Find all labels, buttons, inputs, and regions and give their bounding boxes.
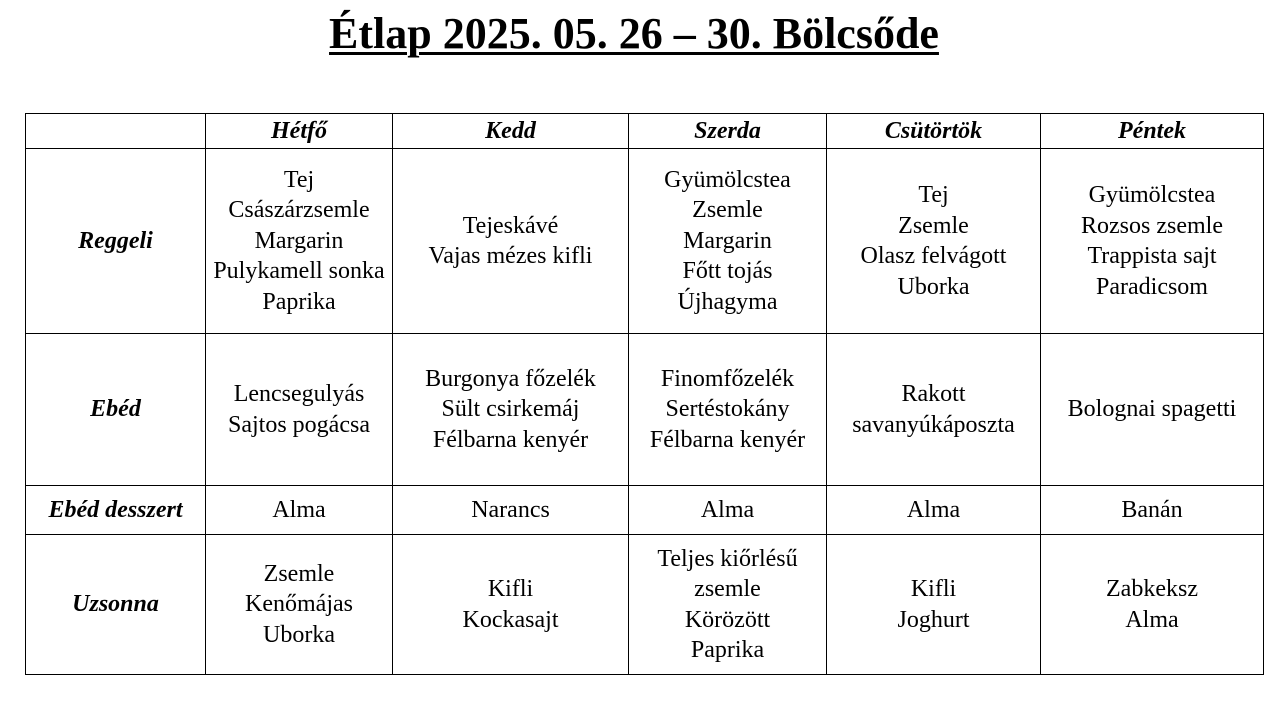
menu-item: Gyümölcstea bbox=[1088, 182, 1216, 208]
menu-item: Rakott savanyúkáposzta bbox=[852, 381, 1015, 438]
menu-cell bbox=[629, 149, 827, 334]
meal-row-uzsonna bbox=[26, 535, 1264, 675]
menu-item: Zsemle bbox=[692, 197, 763, 224]
corner-cell bbox=[26, 114, 206, 149]
menu-item: Burgonya főzelék bbox=[425, 365, 596, 392]
meal-label-ebed-desszert: Ebéd desszert bbox=[26, 486, 206, 535]
menu-cell bbox=[393, 535, 629, 675]
meal-label-reggeli: Reggeli bbox=[26, 149, 206, 334]
day-header-tuesday: Kedd bbox=[393, 114, 629, 149]
menu-item: Alma bbox=[906, 496, 961, 523]
menu-item: Tej bbox=[918, 182, 949, 208]
menu-item: Kockasajt bbox=[462, 606, 559, 633]
menu-cell bbox=[206, 486, 393, 535]
menu-item: Sertéstokány bbox=[665, 396, 790, 423]
menu-cell bbox=[393, 486, 629, 535]
menu-item: Kenőmájas bbox=[245, 591, 353, 618]
menu-item: Bolognai spagetti bbox=[1067, 396, 1237, 423]
menu-item: Főtt tojás bbox=[682, 258, 773, 285]
menu-cell bbox=[827, 486, 1041, 535]
page-title: Étlap 2025. 05. 26 – 30. Bölcsőde bbox=[329, 9, 939, 58]
menu-item: Paprika bbox=[262, 288, 336, 315]
menu-cell bbox=[393, 334, 629, 486]
menu-item: Zabkeksz bbox=[1106, 576, 1198, 602]
menu-item: Lencsegulyás bbox=[233, 381, 365, 407]
menu-item: Kifli bbox=[910, 576, 957, 602]
meal-label-uzsonna: Uzsonna bbox=[26, 535, 206, 675]
menu-cell bbox=[1041, 149, 1264, 334]
menu-cell bbox=[827, 149, 1041, 334]
menu-item: Rozsos zsemle bbox=[1081, 212, 1223, 239]
menu-item: Vajas mézes kifli bbox=[428, 243, 593, 269]
menu-item: Narancs bbox=[471, 496, 550, 523]
menu-item: Kifli bbox=[487, 576, 534, 602]
menu-cell bbox=[1041, 334, 1264, 486]
menu-item: Margarin bbox=[254, 227, 344, 254]
day-header-friday: Péntek bbox=[1041, 114, 1264, 149]
menu-cell bbox=[393, 149, 629, 334]
menu-item: Uborka bbox=[263, 621, 335, 648]
menu-item: Tej bbox=[283, 166, 315, 193]
menu-item: Gyümölcstea bbox=[664, 166, 791, 193]
menu-cell bbox=[827, 535, 1041, 675]
menu-item: Zsemle bbox=[263, 560, 335, 587]
menu-item: Paprika bbox=[690, 637, 765, 663]
menu-item: Zsemle bbox=[898, 212, 969, 239]
menu-item: Pulykamell sonka bbox=[213, 258, 385, 285]
menu-item: Körözött bbox=[684, 606, 771, 633]
menu-item: Császárzsemle bbox=[228, 197, 370, 224]
header-row bbox=[26, 114, 1264, 149]
menu-item: Sült csirkemáj bbox=[441, 396, 580, 423]
menu-item: Finomfőzelék bbox=[660, 365, 795, 392]
menu-item: Alma bbox=[272, 496, 326, 523]
menu-item: Alma bbox=[1125, 606, 1179, 633]
menu-item: Teljes kiőrlésű zsemle bbox=[657, 545, 798, 602]
menu-table bbox=[25, 113, 1264, 675]
menu-item: Újhagyma bbox=[677, 288, 778, 315]
menu-cell bbox=[629, 535, 827, 675]
menu-item: Félbarna kenyér bbox=[649, 426, 806, 453]
meal-row-ebed-desszert bbox=[26, 486, 1264, 535]
menu-item: Margarin bbox=[683, 227, 772, 254]
menu-item: Trappista sajt bbox=[1087, 243, 1217, 269]
day-header-thursday: Csütörtök bbox=[827, 114, 1041, 149]
menu-item: Banán bbox=[1121, 496, 1183, 523]
meal-row-reggeli bbox=[26, 149, 1264, 334]
menu-cell bbox=[1041, 486, 1264, 535]
menu-item: Tejeskávé bbox=[462, 212, 559, 239]
menu-item: Uborka bbox=[897, 273, 970, 300]
menu-cell bbox=[1041, 535, 1264, 675]
meal-label-ebed: Ebéd bbox=[26, 334, 206, 486]
day-header-wednesday: Szerda bbox=[629, 114, 827, 149]
menu-item: Félbarna kenyér bbox=[432, 426, 589, 453]
meal-row-ebed bbox=[26, 334, 1264, 486]
menu-cell bbox=[206, 334, 393, 486]
menu-item: Olasz felvágott bbox=[860, 243, 1007, 269]
menu-cell bbox=[629, 334, 827, 486]
menu-item: Paradicsom bbox=[1096, 273, 1208, 300]
menu-cell bbox=[206, 149, 393, 334]
day-header-monday: Hétfő bbox=[206, 114, 393, 149]
menu-item: Alma bbox=[700, 496, 755, 523]
menu-cell bbox=[206, 535, 393, 675]
menu-item: Joghurt bbox=[897, 606, 970, 633]
menu-item: Sajtos pogácsa bbox=[228, 411, 370, 438]
menu-cell bbox=[827, 334, 1041, 486]
menu-cell bbox=[629, 486, 827, 535]
